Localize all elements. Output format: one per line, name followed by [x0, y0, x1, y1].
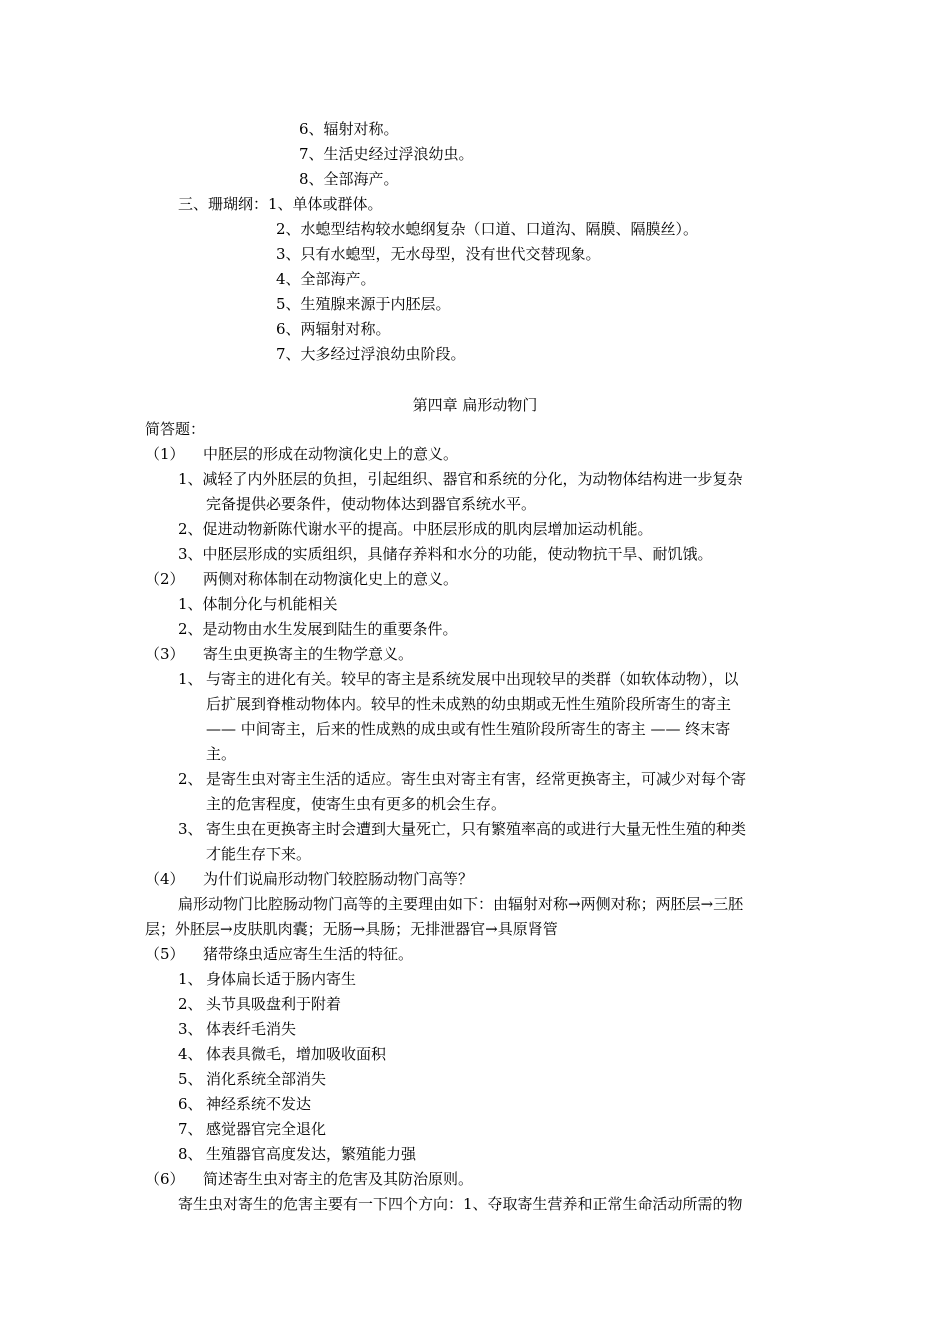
- answer-number: 1、: [178, 670, 203, 688]
- question-number: （3）: [145, 645, 185, 663]
- answer-number: 2、: [178, 995, 203, 1013]
- answer-number: 4、: [178, 1045, 203, 1063]
- answer-line: 寄生虫对寄生的危害主要有一下四个方向：1、夺取寄生营养和正常生命活动所需的物: [178, 1195, 743, 1213]
- list-item: 体表具微毛，增加吸收面积: [206, 1045, 387, 1063]
- section-heading: 三、珊瑚纲：1、单体或群体。: [178, 195, 383, 213]
- answer-number: 6、: [178, 1095, 203, 1113]
- question-number: （5）: [145, 945, 185, 963]
- answer-line: 是寄生虫对寄主生活的适应。寄生虫对寄主有害，经常更换寄主，可减少对每个寄: [206, 770, 747, 788]
- question-text: 为什们说扁形动物门较腔肠动物门高等？: [203, 870, 474, 888]
- answer-number: 1、: [178, 970, 203, 988]
- answer-line: 主。: [206, 745, 237, 763]
- answer-line: 才能生存下来。: [206, 845, 312, 863]
- answer-line: 后扩展到脊椎动物体内。较早的性未成熟的幼虫期或无性生殖阶段所寄生的寄主: [206, 695, 732, 713]
- answer-number: 8、: [178, 1145, 203, 1163]
- section-label: 简答题：: [145, 420, 206, 438]
- question-text: 寄生虫更换寄主的生物学意义。: [203, 645, 414, 663]
- answer-line: 层；外胚层→皮肤肌肉囊；无肠→具肠；无排泄器官→具原肾管: [145, 920, 558, 938]
- answer-number: 3、: [178, 1020, 203, 1038]
- question-text: 简述寄生虫对寄主的危害及其防治原则。: [203, 1170, 474, 1188]
- list-item: 2、水螅型结构较水螅纲复杂（口道、口道沟、隔膜、隔膜丝）。: [276, 220, 699, 238]
- list-item: 6、两辐射对称。: [276, 320, 391, 338]
- question-number: （2）: [145, 570, 185, 588]
- answer-line: 1、减轻了内外胚层的负担，引起组织、器官和系统的分化，为动物体结构进一步复杂: [178, 470, 743, 488]
- list-item: 5、生殖腺来源于内胚层。: [276, 295, 451, 313]
- answer-number: 3、: [178, 820, 203, 838]
- answer-line: 扁形动物门比腔肠动物门高等的主要理由如下：由辐射对称→两侧对称；两胚层→三胚: [178, 895, 744, 913]
- list-item: 生殖器官高度发达，繁殖能力强: [206, 1145, 417, 1163]
- answer-line: 1、体制分化与机能相关: [178, 595, 338, 613]
- list-item: 7、大多经过浮浪幼虫阶段。: [276, 345, 466, 363]
- list-item: 消化系统全部消失: [206, 1070, 327, 1088]
- list-item: 8、全部海产。: [299, 170, 399, 188]
- answer-line: 与寄主的进化有关。较早的寄主是系统发展中出现较早的类群（如软体动物），以: [206, 670, 739, 688]
- question-number: （6）: [145, 1170, 185, 1188]
- list-item: 6、辐射对称。: [299, 120, 399, 138]
- answer-number: 7、: [178, 1120, 203, 1138]
- question-number: （4）: [145, 870, 185, 888]
- list-item: 7、生活史经过浮浪幼虫。: [299, 145, 474, 163]
- list-item: 感觉器官完全退化: [206, 1120, 327, 1138]
- answer-line: 2、促进动物新陈代谢水平的提高。中胚层形成的肌肉层增加运动机能。: [178, 520, 653, 538]
- question-text: 中胚层的形成在动物演化史上的意义。: [203, 445, 459, 463]
- answer-line: 3、中胚层形成的实质组织，具储存养料和水分的功能，使动物抗干旱、耐饥饿。: [178, 545, 713, 563]
- answer-number: 5、: [178, 1070, 203, 1088]
- answer-line: 寄生虫在更换寄主时会遭到大量死亡，只有繁殖率高的或进行大量无性生殖的种类: [206, 820, 747, 838]
- answer-line: 完备提供必要条件，使动物体达到器官系统水平。: [206, 495, 537, 513]
- list-item: 4、全部海产。: [276, 270, 376, 288]
- question-number: （1）: [145, 445, 185, 463]
- list-item: 神经系统不发达: [206, 1095, 312, 1113]
- answer-number: 2、: [178, 770, 203, 788]
- chapter-title: 第四章 扁形动物门: [412, 396, 538, 414]
- question-text: 猪带绦虫适应寄生生活的特征。: [203, 945, 414, 963]
- list-item: 头节具吸盘利于附着: [206, 995, 342, 1013]
- answer-line: 2、是动物由水生发展到陆生的重要条件。: [178, 620, 458, 638]
- list-item: 体表纤毛消失: [206, 1020, 297, 1038]
- answer-line: 主的危害程度，使寄生虫有更多的机会生存。: [206, 795, 507, 813]
- answer-line: —— 中间寄主，后来的性成熟的成虫或有性生殖阶段所寄生的寄主 —— 终末寄: [206, 720, 731, 738]
- list-item: 身体扁长适于肠内寄生: [206, 970, 357, 988]
- question-text: 两侧对称体制在动物演化史上的意义。: [203, 570, 459, 588]
- list-item: 3、只有水螅型，无水母型，没有世代交替现象。: [276, 245, 601, 263]
